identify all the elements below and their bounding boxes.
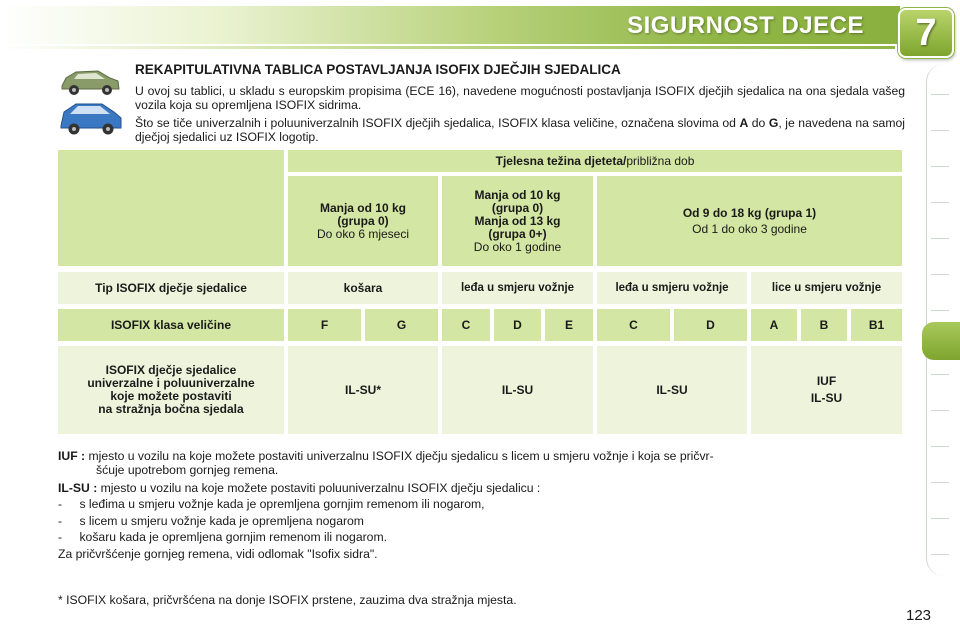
type-cell: košara [288, 272, 438, 304]
class-cell: C [442, 309, 490, 341]
chapter-number-badge: 7 [898, 8, 954, 58]
class-cell: E [545, 309, 593, 341]
group-0plus-header [442, 176, 593, 266]
group-age: Od 1 do oko 3 godine [692, 221, 807, 236]
type-cell: leđa u smjeru vožnje [442, 272, 593, 304]
active-chapter-tab[interactable] [922, 322, 960, 360]
class-cell: C [597, 309, 670, 341]
seats-label-line: koje možete postaviti [110, 389, 232, 403]
letter-g: G [768, 116, 779, 130]
letter-a: A [739, 116, 749, 130]
weight-header-cell [288, 150, 902, 172]
side-tab-marker [931, 482, 949, 483]
row-label-type: Tip ISOFIX dječje sjedalice [58, 272, 284, 304]
table-heading: REKAPITULATIVNA TABLICA POSTAVLJANJA ISOFIX DJEČJIH SJEDALICA [135, 62, 621, 77]
group-1-header [597, 176, 902, 266]
group-text: (grupa 0+) [488, 226, 547, 241]
car-hatchback-icon [58, 64, 122, 98]
bullet-item [58, 514, 364, 528]
page-number: 123 [906, 607, 932, 624]
seat-cell: IL-SU [442, 346, 593, 434]
group-text: (grupa 0) [337, 213, 389, 228]
ilsu-label: IL-SU : [58, 481, 98, 495]
group-0-header [288, 176, 438, 266]
side-tab-marker [931, 310, 949, 311]
side-tab-marker [931, 410, 949, 411]
group-text: (grupa 0) [491, 200, 544, 215]
footnote: * ISOFIX košara, pričvršćena na donje ISOFIX prstene, zauzima dva stražnja mjesta. [58, 593, 517, 607]
iuf-note-continued: šćuje upotrebom gornjeg remena. [96, 463, 279, 477]
side-tab-marker [931, 94, 949, 95]
group-age: Do oko 1 godine [473, 239, 562, 254]
class-cell: B [801, 309, 847, 341]
seat-code: IL-SU [810, 391, 843, 405]
side-tab-marker [931, 130, 949, 131]
group-text: Manja od 10 kg [319, 200, 406, 215]
side-tab-marker [931, 202, 949, 203]
ilsu-text: mjesto u vozilu na koje možete postaviti poluuniverzalnu ISOFIX dječju sjedalicu : [100, 481, 541, 495]
class-cell: B1 [851, 309, 902, 341]
bullet-text: s licem u smjeru vožnje kada je opremljena nogarom [79, 514, 364, 528]
iuf-text: mjesto u vozilu na koje možete postaviti univerzalnu ISOFIX dječju sjedalicu s licem u smjeru vožnje i koja se pričvr- [88, 449, 714, 463]
bullet-text: košaru kada je opremljena gornjim remenom ili nogarom. [79, 530, 387, 544]
group-text: Manja od 13 kg [474, 213, 561, 228]
class-cell: A [751, 309, 797, 341]
car-mpv-icon [58, 100, 124, 136]
side-tab-marker [931, 446, 949, 447]
weight-header-normal: približna dob [626, 153, 695, 168]
size-class-paragraph [135, 116, 905, 144]
bullet-item [58, 497, 485, 511]
paragraph-text: Što se tiče univerzalnih i poluuniverzalnih ISOFIX dječjih sjedalica, ISOFIX klasa veličine, označena slovima od [135, 116, 740, 130]
iuf-note [58, 449, 908, 463]
group-text: Od 9 do 18 kg (grupa 1) [682, 205, 817, 220]
side-tab-strip [926, 64, 960, 576]
paragraph-text: , je navedena na samoj dječjoj sjedalici uz ISOFIX logotip. [135, 116, 905, 144]
side-tab-marker [931, 554, 949, 555]
side-tab-marker [931, 274, 949, 275]
seat-cell: IL-SU* [288, 346, 438, 434]
seat-cell: IL-SU [597, 346, 747, 434]
seats-label-line: ISOFIX dječje sjedalice [105, 363, 237, 377]
bullet-item [58, 530, 387, 544]
group-text: Manja od 10 kg [474, 187, 561, 202]
seat-cell [751, 346, 902, 434]
row-label-class: ISOFIX klasa veličine [58, 309, 284, 341]
bullet-dash: - [58, 514, 63, 528]
seat-code: IUF [816, 374, 837, 388]
side-tab-marker [931, 238, 949, 239]
class-cell: F [288, 309, 361, 341]
bullet-dash: - [58, 497, 63, 511]
intro-paragraph: U ovoj su tablici, u skladu s europskim propisima (ECE 16), navedene mogućnosti postavljanja ISOFIX dječjih sjedalica na ona sjedala vašeg vozila koja su opremljena ISOFIX sidrima. [135, 84, 905, 112]
header-line [0, 46, 895, 49]
bullet-dash: - [58, 530, 63, 544]
class-cell: G [365, 309, 438, 341]
row-label-seats [58, 346, 284, 434]
table-corner-cell [58, 150, 284, 266]
type-cell: leđa u smjeru vožnje [597, 272, 747, 304]
paragraph-text: do [748, 116, 769, 130]
side-tab-marker [931, 374, 949, 375]
group-age: Do oko 6 mjeseci [316, 226, 410, 241]
section-title: SIGURNOST DJECE [627, 12, 864, 39]
bullet-text: s leđima u smjeru vožnje kada je opremljena gornjim remenom ili nogarom, [79, 497, 485, 511]
weight-header-bold: Tjelesna težina djeteta/ [495, 153, 627, 168]
iuf-label: IUF : [58, 449, 86, 463]
side-tab-marker [931, 518, 949, 519]
type-cell: lice u smjeru vožnje [751, 272, 902, 304]
seats-label-line: na stražnja bočna sjedala [98, 402, 244, 416]
side-tab-marker [931, 166, 949, 167]
seats-label-line: univerzalne i poluuniverzalne [87, 376, 255, 390]
page-header [0, 0, 960, 58]
top-tether-note: Za pričvršćenje gornjeg remena, vidi odlomak "Isofix sidra". [58, 547, 378, 561]
class-cell: D [674, 309, 747, 341]
class-cell: D [494, 309, 541, 341]
ilsu-note [58, 481, 908, 495]
